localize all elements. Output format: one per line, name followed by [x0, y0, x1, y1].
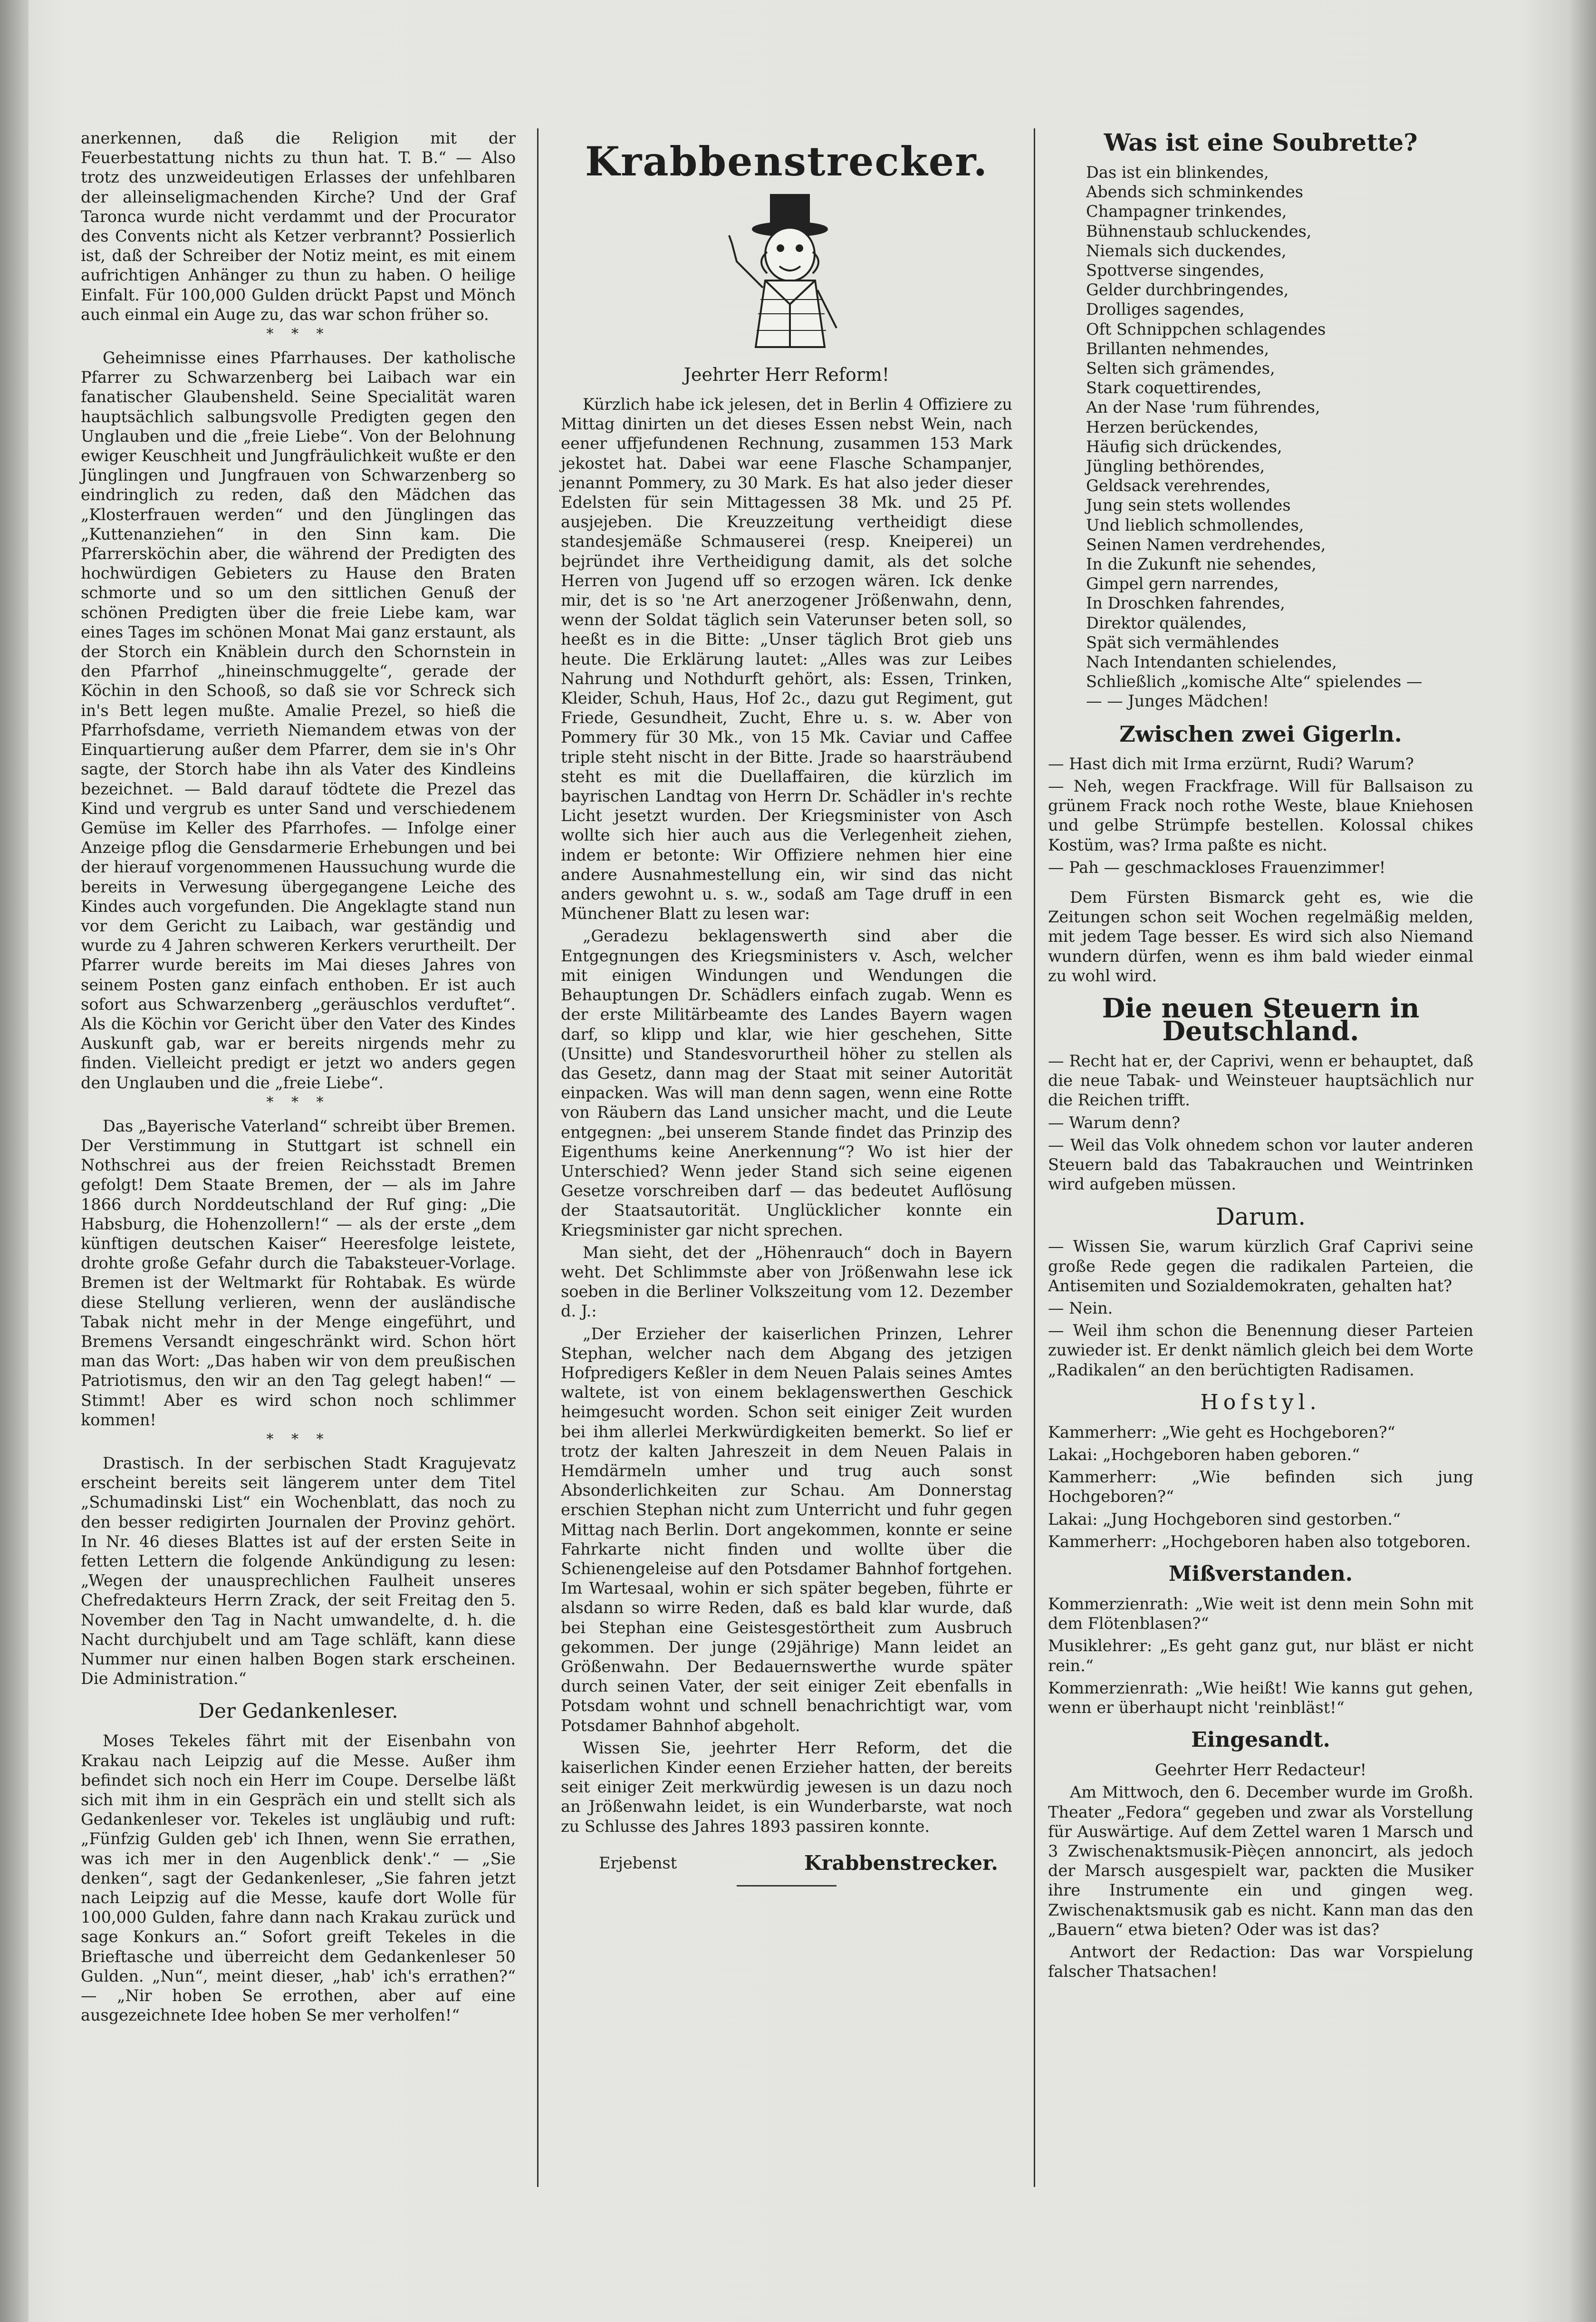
article-feuerbestattung: anerkennen, daß die Religion mit der Feuerbestattung nichts zu thun hat. T. B.“ — Also trotz des unzweideutigen Erlasses der unfehlbaren der alleinseligmachenden Kirche? Und der Graf Taronca wurde nicht verdammt und der Procurator des Convents nicht als Ketzer verbrannt? Possierlich ist, daß der Schreiber der Notiz meint, es mit einem aufrichtigen Anhänger zu thun zu haben. O heilige Einfalt. Für 100,000 Gulden drückt Papst und Mönch auch einmal ein Auge zu, das war schon früher so. — [81, 129, 516, 324]
heading-darum: Darum. — [1215, 1203, 1306, 1231]
dialog-line: Kammerherr: „Hochgeboren haben also totgeboren. — [1048, 1532, 1471, 1551]
heading-missverstanden: Mißverstanden. — [1168, 1561, 1353, 1586]
dialog-line: — Nein. — [1048, 1298, 1113, 1317]
dialog-line: — Warum denn? — [1048, 1113, 1181, 1132]
closing-rule — [737, 1885, 836, 1887]
article-pfarrhaus: Geheimnisse eines Pfarrhauses. Der katholische Pfarrer zu Schwarzenberg bei Laibach war ein fanatischer Glaubensheld. Seine Specialität waren hauptsächlich salbungsvolle Predigten gegen den Unglauben und die „freie Liebe“. Von der Belohnung ewiger Keuschheit und Jungfräulichkeit wußte er den Jünglingen und Jungfrauen von Schwarzenberg so eindringlich zu reden, daß den Mädchen das „Klosterfrauen werden“ und den Jünglingen das „Kuttenanziehen“ in den Sinn kam. Die Pfarrersköchin aber, die während der Predigten des hochwürdigen Gebieters zu Hause den Braten schmorte und so um den sittlichen Genuß der schönen Predigten über die freie Liebe kam, war eines Tages im schönen Monat Mai ganz erstaunt, als der Storch ein Knäblein durch den Schornstein in den Pfarrhof „hineinschmuggelte“, gerade der Köchin in den Schooß, so daß sie vor Schreck sich in's Bett legen mußte. Amalie Prezel, so hieß die Pfarrhofsdame, verrieth Niemandem etwas von der Einquartierung außer dem Pfarrer, dem sie in's Ohr sagte, der Storch habe ihn als Vater des Kindleins bezeichnet. — Bald darauf tödtete die Prezel das Kind und vergrub es unter Sand und verschiedenem Gemüse im Keller des Pfarrhofes. — Infolge einer Anzeige pflog die Gensdarmerie Erhebungen und bei der hierauf vorgenommenen Haussuchung wurde die bereits in Verwesung übergegangene Leiche des Kindes auch vorgefunden. Die Angeklagte stand nun vor dem Gericht zu Laibach, war geständig und wurde zu 4 Jahren schweren Kerkers verurtheilt. Der Pfarrer wurde bereits im Mai dieses Jahres von seinem Posten ganz einfach enthoben. Er ist auch sofort aus Schwarzenberg „geräuschlos verduftet“. Als die Köchin vor Gericht über den Vater des Kindes Auskunft gab, war er bereits nirgends mehr zu finden. Vielleicht predigt er jetzt wo anders gegen den Unglauben und die „freie Liebe“. — [81, 348, 516, 1092]
poem-line: Häufig sich drückendes, — [1086, 437, 1282, 456]
poem-line: An der Nase 'rum führendes, — [1086, 398, 1320, 417]
dialog-line: Kammerherr: „Wie geht es Hochgeboren?“ — [1048, 1422, 1395, 1442]
column-middle — [561, 128, 1012, 1887]
column-rule-right — [1034, 128, 1035, 2187]
poem-line: Nach Intendanten schielendes, — [1086, 653, 1337, 672]
dialog-line: Kommerzienrath: „Wie heißt! Wie kanns gut gehen, wenn er überhaupt nicht 'reinbläst!“ — [1048, 1678, 1473, 1717]
article-gedankenleser: Moses Tekeles fährt mit der Eisenbahn von Krakau nach Leipzig auf die Messe. Außer ihm befindet sich noch ein Herr im Coupe. Derselbe läßt sich mit ihm in ein Gespräch ein und stellt sich als Gedankenleser vor. Tekeles ist ungläubig und ruft: „Fünfzig Gulden geb' ich Ihnen, wenn Sie errathen, was ich mer in den Augenblick denk'.“ — „Sie denken“, sagt der Gedankenleser, „Sie fahren jetzt nach Leipzig auf die Messe, kaufe dort Wolle für 100,000 Gulden, fahre dann nach Krakau zurück und sage Konkurs an.“ Sofort greift Tekeles in die Brieftasche und überreicht dem Gedankenleser 50 Gulden. „Nun“, meint dieser, „hab' ich's errathen?“ — „Nir hoben Se errothen, aber auf eine ausgezeichnete Idee hoben Se mer verholfen!“ — [81, 1732, 516, 2025]
dialog-line: — Hast dich mit Irma erzürnt, Rudi? Warum? — [1048, 754, 1414, 773]
heading-steuern: Die neuen Steuern in Deutschland. — [1102, 992, 1420, 1047]
poem-line: Niemals sich duckendes, — [1086, 241, 1287, 260]
editorial-answer: Antwort der Redaction: Das war Vorspielung falscher Thatsachen! — [1048, 1943, 1473, 1981]
signature-name: Krabbenstrecker. — [804, 1851, 998, 1875]
signature-block — [561, 1839, 1012, 1873]
poem-line: In die Zukunft nie sehendes, — [1086, 555, 1317, 574]
dialog-line: — Wissen Sie, warum kürzlich Graf Caprivi seine große Rede gegen die radikalen Parteien, die Antisemiten und Sozialdemokraten, gehalten hat? — [1048, 1237, 1473, 1295]
poem-line: Bühnenstaub schluckendes, — [1086, 222, 1312, 241]
dialog-line: — Recht hat er, der Caprivi, wenn er behauptet, daß die neue Tabak- und Weinsteuer hauptsächlich nur die Reichen trifft. — [1048, 1051, 1473, 1110]
poem-soubrette — [1048, 163, 1473, 711]
separator-asterisks: * * * — [266, 1093, 330, 1111]
heading-eingesandt: Eingesandt. — [1191, 1728, 1330, 1752]
poem-line: Herzen berückendes, — [1086, 417, 1259, 436]
letter-salutation: Geehrter Herr Redacteur! — [1154, 1761, 1367, 1780]
dialog-line: Kommerzienrath: „Wie weit ist denn mein Sohn mit dem Flötenblasen?“ — [1048, 1594, 1473, 1633]
dialog-line: — Neh, wegen Frackfrage. Will für Ballsaison zu grünem Frack noch rothe Weste, blaue Kniehosen und gelbe Strümpfe bestellen. Kolossal chikes Kostüm, was? Irma paßte es nicht. — [1048, 776, 1473, 854]
letter-quote: „Der Erzieher der kaiserlichen Prinzen, Lehrer Stephan, welcher nach dem Abgang des jetzigen Hofpredigers Keßler in dem Neuen Palais seines Amtes waltete, ist von einem beklagenswerthen Geschick heimgesucht worden. Schon seit einiger Zeit wurden bei ihm allerlei Merkwürdigkeiten bemerkt. So lief er trotz der kalten Jahreszeit in dem Neuen Palais in Hemdärmeln umher und trug auch sonst Absonderlichkeiten zur Schau. Am Donnerstag erschien Stephan nicht zum Unterricht und fuhr gegen Mittag nach Berlin. Dort angekommen, konnte er seine Fahrkarte nicht finden und wollte über die Schienengeleise auf den Potsdamer Bahnhof fortgehen. Im Wartesaal, wohin er sich später begeben, führte er alsdann so wirre Reden, daß es bald klar wurde, daß bei Stephan eine Geistesgestörtheit zum Ausbruch gekommen. Der junge (29jährige) Mann leidet an Größenwahn. Der Bedauernswerthe wurde später durch seinen Vater, der seit einiger Zeit ebenfalls in Potsdam wohnt und schnell benachrichtigt war, vom Potsdamer Bahnhof abgeholt. — [561, 1324, 1012, 1735]
dialog-line: Kammerherr: „Wie befinden sich jung Hochgeboren?“ — [1048, 1468, 1473, 1506]
article-bismarck: Dem Fürsten Bismarck geht es, wie die Zeitungen schon seit Wochen regelmäßig melden, mit jedem Tage besser. Es wird sich also Niemand wundern dürfen, wenn es ihm bald wieder einmal zu wohl wird. — [1048, 888, 1473, 985]
dialog-line: Lakai: „Hochgeboren haben geboren.“ — [1048, 1445, 1360, 1464]
dialog-line: — Weil ihm schon die Benennung dieser Parteien zuwieder ist. Er denkt nämlich gleich bei dem Worte „Radikalen“ an den berüchtigten Radisamen. — [1048, 1321, 1473, 1379]
poem-line: Jüngling bethörendes, — [1086, 457, 1265, 476]
spacer — [1048, 880, 1473, 888]
poem-line: Das ist ein blinkendes, — [1086, 163, 1269, 182]
letter-paragraph: Kürzlich habe ick jelesen, det in Berlin 4 Offiziere zu Mittag dinirten un det dieses Essen nebst Wein, nach eener uffjefundenen Rechnung, zusammen 153 Mark jekostet hat. Dabei war eene Flasche Schampanjer, jenannt Pommery, zu 30 Mark. Es hat also jeder dieser Edelsten für sein Mittagessen 38 Mk. und 25 Pf. ausjejeben. Die Kreuzzeitung vertheidigt diese standesjemäße Schmauserei (resp. Kneiperei) un bejründet ihre Vertheidigung damit, als det solche Herren von Jugend uff so erzogen wären. Ick denke mir, det is so 'ne Art anerzogener Jrößenwahn, denn, wenn der Soldat täglich sein Vaterunser beten soll, so heeßt es in die Bitte: „Unser täglich Brot gieb uns heute. Die Erklärung lautet: „Alles was zur Leibes Nahrung und Nothdurft gehört, als: Essen, Trinken, Kleider, Schuh, Haus, Hof 2c., dazu gut Regiment, gut Friede, Gesundheit, Zucht, Ehre u. s. w. Aber von Pommery für 30 Mk., von 15 Mk. Caviar und Caffee triple steht nischt in der Bitte. Jrade so haarsträubend steht es mit die Duellaffairen, die kürzlich im bayrischen Landtag von Herrn Dr. Schädler in's rechte Licht jesetzt wurden. Der Kriegsminister von Asch wollte sich hier auch aus die Verlegenheit ziehen, indem er betonte: Wir Offiziere nehmen hier eine andere Ausnahmestellung ein, wir sind das nicht anders gewohnt u. s. w., sodaß am Tage druff in een Münchener Blatt zu lesen war: — [561, 395, 1012, 923]
poem-line: Seinen Namen verdrehendes, — [1086, 535, 1326, 554]
poem-line: Spät sich vermählendes — [1086, 633, 1279, 652]
dialog-steuern — [1048, 1051, 1473, 1194]
column-rule-left — [537, 128, 538, 2187]
heading-gigerln: Zwischen zwei Gigerln. — [1119, 721, 1402, 747]
poem-line: Direktor quälendes, — [1086, 613, 1247, 632]
article-eingesandt: Am Mittwoch, den 6. December wurde im Großh. Theater „Fedora“ gegeben und zwar als Vorstellung für Auswärtige. Auf dem Zettel waren 1 Marsch und 3 Zwischenaktsmusik-Pièçen annoncirt, als jedoch der Marsch ausgespielt war, packten die Musiker ihre Instrumente ein und gingen weg. Zwischenaktsmusik gab es nicht. Kann man das den „Bauern“ etwa bieten? Oder was ist das? — [1048, 1783, 1473, 1939]
poem-line: Geldsack verehrendes, — [1086, 476, 1271, 495]
column-left — [81, 128, 516, 2028]
heading-gedankenleser: Der Gedankenleser. — [198, 1699, 398, 1723]
dialog-gigerln — [1048, 754, 1473, 877]
poem-line: Drolliges sagendes, — [1086, 300, 1245, 319]
heading-hofstyl: Hofstyl. — [1200, 1390, 1321, 1414]
caricature-illustration — [727, 190, 846, 352]
dialog-missverstanden — [1048, 1594, 1473, 1717]
masthead-krabbenstrecker: Krabbenstrecker. — [585, 138, 989, 185]
poem-line: Schließlich „komische Alte“ spielendes — — [1086, 672, 1423, 691]
poem-line: Selten sich grämendes, — [1086, 359, 1275, 378]
heading-soubrette: Was ist eine Soubrette? — [1104, 128, 1418, 156]
letter-paragraph: Wissen Sie, jeehrter Herr Reform, det die kaiserlichen Kinder eenen Erzieher hatten, der bereits seit einiger Zeit merkwürdig jewesen is un dazu noch an Jrößenwahn leidet, is ein Wunderbarste, wat noch zu Schlusse des Jahres 1893 passiren konnte. — [561, 1738, 1012, 1836]
dialog-line: Lakai: „Jung Hochgeboren sind gestorben.“ — [1048, 1509, 1401, 1529]
dialog-line: Musiklehrer: „Es geht ganz gut, nur bläst er nicht rein.“ — [1048, 1636, 1473, 1675]
poem-line: Gelder durchbringendes, — [1086, 281, 1289, 300]
separator-asterisks: * * * — [266, 326, 330, 343]
poem-line: Stark coquettirendes, — [1086, 378, 1262, 397]
dialog-line: — Pah — geschmackloses Frauenzimmer! — [1048, 858, 1386, 877]
signature-closing: Erjebenst — [599, 1853, 677, 1872]
poem-line: Und lieblich schmollendes, — [1086, 515, 1304, 534]
article-bremen: Das „Bayerische Vaterland“ schreibt über Bremen. Der Verstimmung in Stuttgart ist schnell ein Nothschrei aus der freien Reichsstadt Bremen gefolgt! Dem Staate Bremen, der — als im Jahre 1866 durch Norddeutschland der Ruf ging: „Die Habsburg, die Hohenzollern!“ — als der erste „dem künftigen deutschen Kaiser“ Heeresfolge leistete, drohte große Gefahr durch die Tabaksteuer-Vorlage. Bremen ist der Weltmarkt für Rohtabak. Es würde diese Stellung verlieren, wenn der ausländische Tabak nicht mehr in der Menge eingeführt, und Bremens Versandt eingeschränkt wird. Schon hört man das Wort: „Das haben wir von dem preußischen Patriotismus, den wir an den Tag gelegt haben!“ — Stimmt! Aber es wird schon noch schlimmer kommen! — [81, 1116, 516, 1429]
poem-line: — — Junges Mädchen! — [1086, 692, 1269, 711]
dialog-hofstyl — [1048, 1422, 1473, 1551]
dialog-line: — Weil das Volk ohnedem schon vor lauter anderen Steuern bald das Tabakrauchen und Weintrinken wird aufgeben müssen. — [1048, 1135, 1473, 1194]
poem-line: In Droschken fahrendes, — [1086, 594, 1285, 613]
column-right — [1048, 128, 1473, 1984]
poem-line: Abends sich schminkendes — [1086, 183, 1303, 202]
poem-line: Oft Schnippchen schlagendes — [1086, 319, 1326, 339]
dialog-darum — [1048, 1237, 1473, 1379]
page-binding-edge — [0, 0, 29, 2322]
poem-line: Spottverse singendes, — [1086, 261, 1265, 280]
letter-greeting: Jeehrter Herr Reform! — [683, 364, 890, 385]
poem-line: Champagner trinkendes, — [1086, 202, 1287, 221]
poem-line: Gimpel gern narrendes, — [1086, 574, 1279, 593]
poem-line: Brillanten nehmendes, — [1086, 339, 1269, 358]
separator-asterisks: * * * — [266, 1431, 330, 1448]
article-drastisch: Drastisch. In der serbischen Stadt Kragujevatz erscheint bereits seit längerem unter dem Titel „Schumadinski List“ ein Wochenblatt, das noch zu den besser redigirten Journalen der Provinz gehört. In Nr. 46 dieses Blattes ist auf der ersten Seite in fetten Lettern die folgende Ankündigung zu lesen: „Wegen der unausprechlichen Faulheit unseres Chefredakteurs Herrn Zrack, der seit Freitag den 5. November den Tag in Nacht umwandelte, d. h. die Nacht durchjubelt und am Tage schläft, kann diese Nummer nur einen halben Bogen stark erscheinen. Die Administration.“ — [81, 1454, 516, 1688]
poem-line: Jung sein stets wollendes — [1086, 496, 1291, 515]
letter-quote: „Geradezu beklagenswerth sind aber die Entgegnungen des Kriegsministers v. Asch, welcher mit einigen Windungen und Wendungen die Behauptungen Dr. Schädlers einfach zugab. Wenn es der erste Militärbeamte des Landes Bayern wagen darf, so klipp und klar, wie hier geschehen, Sitte (Unsitte) und Standesvorurtheil höher zu stellen als das Gesetz, dann mag der Staat mit seiner Autorität einpacken. Was will man denn sagen, wenn eine Rotte von Räubern das Land unsicher macht, und die Leute entgegnen: „bei unserem Stande findet das Prinzip des Eigenthums keine Anerkennung“? Wo ist hier der Unterschied? Wenn jeder Stand sich seine eigenen Gesetze vorschreiben darf — das bedeutet Auflösung der Staatsautorität. Unglücklicher konnte ein Kriegsminister gar nicht sprechen. — [561, 927, 1012, 1239]
letter-paragraph: Man sieht, det der „Höhenrauch“ doch in Bayern weht. Det Schlimmste aber von Jrößenwahn lese ick soeben in die Berliner Volkszeitung vom 12. Dezember d. J.: — [561, 1243, 1012, 1321]
